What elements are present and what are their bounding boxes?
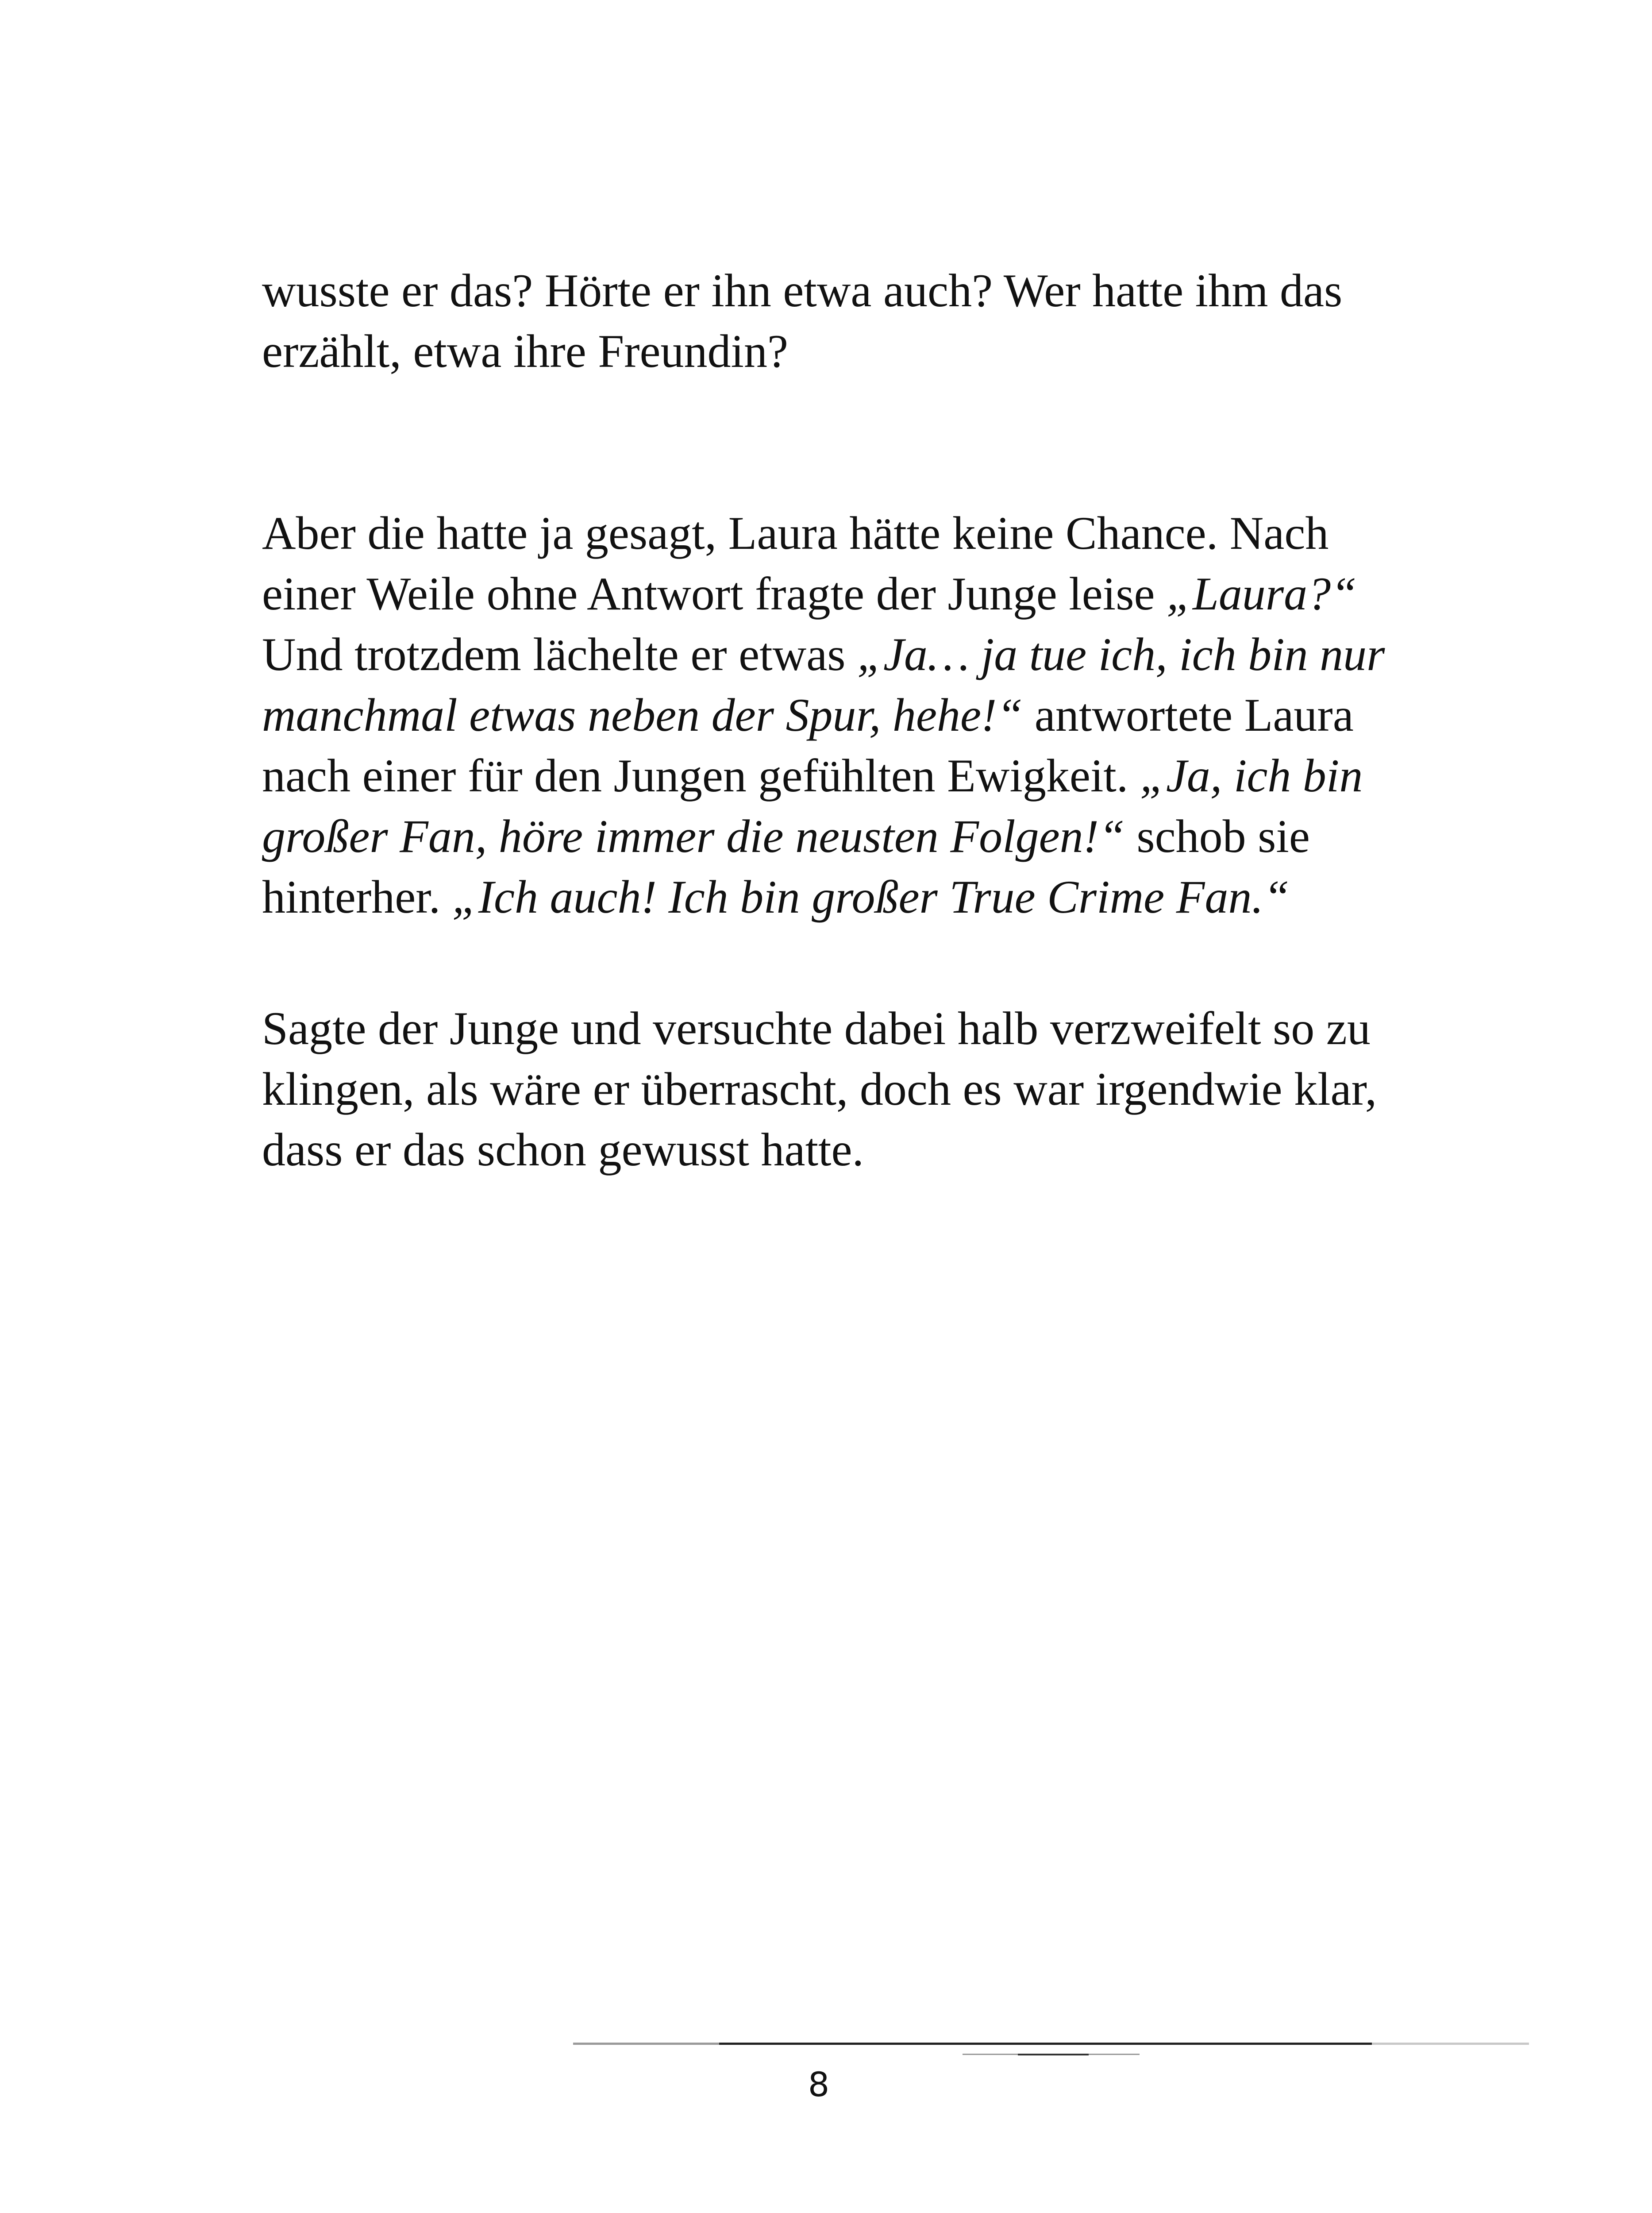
paragraph-3 [262, 998, 1395, 1180]
paragraph-2-quote-3: „Ja, ich bin großer Fan, höre immer die neusten Folgen!“ [262, 750, 1363, 862]
page-number: 8 [808, 2065, 830, 2104]
footer-rule-fade-right [1372, 2043, 1529, 2045]
paragraph-1-text: wusste er das? Hörte er ihn etwa auch? Wer hatte ihm das erzählt, etwa ihre Freundin? [262, 265, 1343, 377]
paragraph-3-text: Sagte der Junge und versuchte dabei halb verzweifelt so zu klingen, als wäre er überrascht, doch es war irgendwie klar, dass er das schon gewusst hatte. [262, 1002, 1377, 1176]
paragraph-2-narration-1: Aber die hatte ja gesagt, Laura hätte keine Chance. Nach einer Weile ohne Antwort fragte der Junge leise [262, 507, 1329, 620]
paragraph-2-quote-2: „Ja… ja tue ich, ich bin nur manchmal etwas neben der Spur, hehe!“ [262, 628, 1385, 741]
footer-subrule-center [1018, 2054, 1089, 2055]
paragraph-2-narration-3: antwortete Laura nach einer für den Jungen gefühlten Ewigkeit. [262, 689, 1354, 802]
paragraph-2 [262, 503, 1395, 927]
paragraph-2-narration-2: Und trotzdem lächelte er etwas [262, 628, 858, 680]
paragraph-2-quote-4: „Ich auch! Ich bin großer True Crime Fan.“ [452, 871, 1290, 923]
paragraph-1 [262, 260, 1395, 382]
paragraph-2-quote-1: „Laura?“ [1167, 568, 1357, 620]
paragraph-2-narration-4: schob sie hinterher. [262, 810, 1310, 923]
footer-rule-fade-left [573, 2043, 719, 2045]
